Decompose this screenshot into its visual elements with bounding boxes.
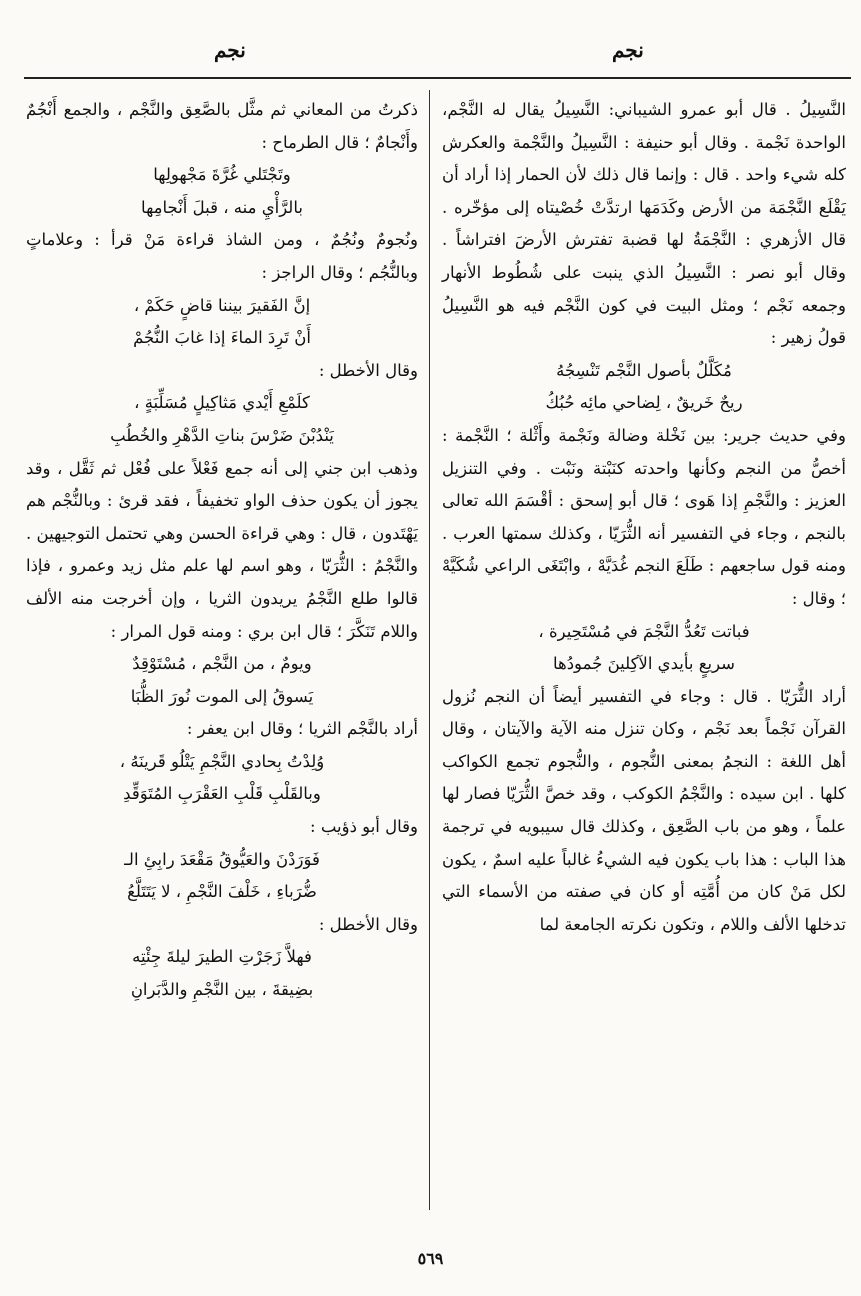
verse-line: مُكَلَّلٌ بأصول النَّجْم تَنْسِجُهُ <box>556 360 732 380</box>
verse-line: فباتت تَعُدُّ النَّجْمَ في مُسْتَحِيرة ، <box>538 621 750 641</box>
paragraph: وقال أبو ذؤيب : <box>310 817 418 837</box>
verse-line: يَنْدُبْنَ ضَرْسَ بناتِ الدَّهْرِ والخُطُبِ <box>110 425 334 445</box>
right-column <box>442 94 846 941</box>
verse-line: وتَجْتَلي غُرَّةَ مَجْهولِها <box>153 165 291 185</box>
paragraph: أراد الثُّرَيّا . قال : وجاء في التفسير أيضاً أن النجم نُزول القرآن نَجْماً بعد نَجْم ، وكان تنزل منه الآية والآيتان ، وقال أهل اللغة : النجمُ بمعنى النُّجوم ، والنُّجوم تجمع الكواكب كلها . ابن سيده : والنَّجْمُ الكوكب ، وقد خصَّ الثُّرَيّا فصار لها علماً ، وهو من باب الصَّعِق ، وكذلك قال سيبويه في ترجمة هذا الباب : هذا باب يكون فيه الشيءُ غالباً عليه اسمٌ ، يكون لكل مَنْ كان من أُمَّتِه أو كان في صفته من الأسماء التي تدخلها الألف واللام ، وتكون نكرته الجامعة لما <box>442 686 846 934</box>
paragraph: وقال الأخطل : <box>318 914 418 934</box>
paragraph: ونُجومٌ ونُجُمٌ ، ومن الشاذ قراءة مَنْ قرأ : وعلاماتٍ وبالنُّجُم ؛ وقال الراجز : <box>26 230 418 282</box>
column-divider <box>429 90 430 1210</box>
verse-line: إنَّ الفَقيرَ بيننا قاضٍ حَكَمْ ، <box>133 295 311 315</box>
paragraph: وفي حديث جرير: بين نَخْلة وضالة ونَجْمة وأَثْلة ؛ النَّجْمة : أخصُّ من النجم وكأنها واحدته كنَبْتة ونَبْت . وفي التنزيل العزيز : والنَّجْمِ إذا هَوى ؛ قال أبو إسحق : أقْسَمَ الله تعالى بالنجم ، وجاء في التفسير أنه الثُّرَيّا ، وكذلك سمتها العرب . ومنه قول ساجعهم : طَلَعَ النجم غُدَيَّهْ ، وابْتَغَى الراعي شُكَيَّهْ ؛ وقال : <box>442 425 846 608</box>
paragraph: وقال الأخطل : <box>318 360 418 380</box>
paragraph: ذكرتُ من المعاني ثم مثَّل بالصَّعِق والنَّجْم ، والجمع أَنْجُمٌ وأَنْجامٌ ؛ قال الطرماح : <box>26 100 418 152</box>
verse-line: ويومٌ ، من النَّجْم ، مُسْتَوْقِدٌ <box>132 654 312 674</box>
verse-line: فهلاَّ زَجَرْتِ الطيرَ ليلةَ جِئْتِه <box>132 947 312 967</box>
header-keyword-right: نجم <box>612 38 644 62</box>
paragraph: أراد بالنَّجْم الثريا ؛ وقال ابن يعفر : <box>186 719 418 739</box>
header-rule <box>24 77 851 79</box>
paragraph: وذهب ابن جني إلى أنه جمع فَعْلاً على فُعْل ثم ثَقَّل ، وقد يجوز أن يكون حذف الواو تخفيفاً ، فقد قرئ : وبالنُّجْم هم يَهْتَدون ، قال : وهي قراءة الحسن وهي تحتمل التوجيهين . والنَّجْمُ : الثُّرَيّا ، وهو اسم لها علم مثل زيد وعمرو ، فإذا قالوا طلع النَّجْمُ يريدون الثريا ، وإن أخرجت منه الألف واللام تَنَكَّرَ ؛ قال ابن بري : ومنه قول المرار : <box>26 458 418 641</box>
verse-line: وُلِدْتُ بِحادي النَّجْمِ يَتْلُو قَرينَهُ ، <box>119 751 325 771</box>
verse-line: يَسوقُ إلى الموت نُورَ الظُّبَا <box>130 686 314 706</box>
left-column <box>26 94 418 1007</box>
verse-line: أَنْ تَرِدَ الماءَ إذا غابَ النُّجُمْ <box>133 328 311 348</box>
verse-line: كلَمْعِ أَيْدي مَثاكِيلٍ مُسَلِّبَةٍ ، <box>134 393 310 413</box>
verse-line: بضِيقةَ ، بين النَّجْمِ والدَّبَرانِ <box>130 980 314 1000</box>
verse-line: فَوَرَدْنَ والعَيُّوقُ مَقْعَدَ رابِئِ الـ <box>124 849 320 869</box>
page-number: ٥٦٩ <box>417 1249 444 1268</box>
verse-line: ريحٌ خَريقٌ ، لِضاحي مائِه حُبُكُ <box>545 393 743 413</box>
verse-line: وبالقَلْبِ قَلْبِ العَقْرَبِ المُتَوَقِّدِ <box>123 784 321 804</box>
paragraph: النَّسِيلُ . قال أبو عمرو الشيباني: النَّسِيلُ يقال له النَّجْم، الواحدة نَجْمة . وقال أبو حنيفة : النَّسِيلُ والنَّجْمة والعكرش كله شيء واحد . قال : وإنما قال ذلك لأن الحمار إذا أراد أن يَقْلَع النَّجْمَة من الأرض وكَدَمَها ارتدَّتْ خُصْيتاه إلى مؤخّره . قال الأزهري : النَّجْمَةُ لها قضبة تفترش الأرضَ افتراشاً . وقال أبو نصر : النَّسِيلُ الذي ينبت على شُطُوط الأنهار وجمعه نَجْم ؛ ومثل البيت في كون النَّجْم فيه هو النَّسِيلُ قولُ زهير : <box>442 100 846 348</box>
header-keyword-left: نجم <box>214 38 246 62</box>
verse-line: سريعٍ بأيدي الآكِلينَ جُمودُها <box>552 654 735 674</box>
verse-line: بالرَّأْيِ منه ، قبلَ أَنْجامِها <box>141 197 303 217</box>
verse-line: ضُّرَباءِ ، خَلْفَ النَّجْمِ ، لا يَتَتَلَّعُ <box>127 882 317 902</box>
